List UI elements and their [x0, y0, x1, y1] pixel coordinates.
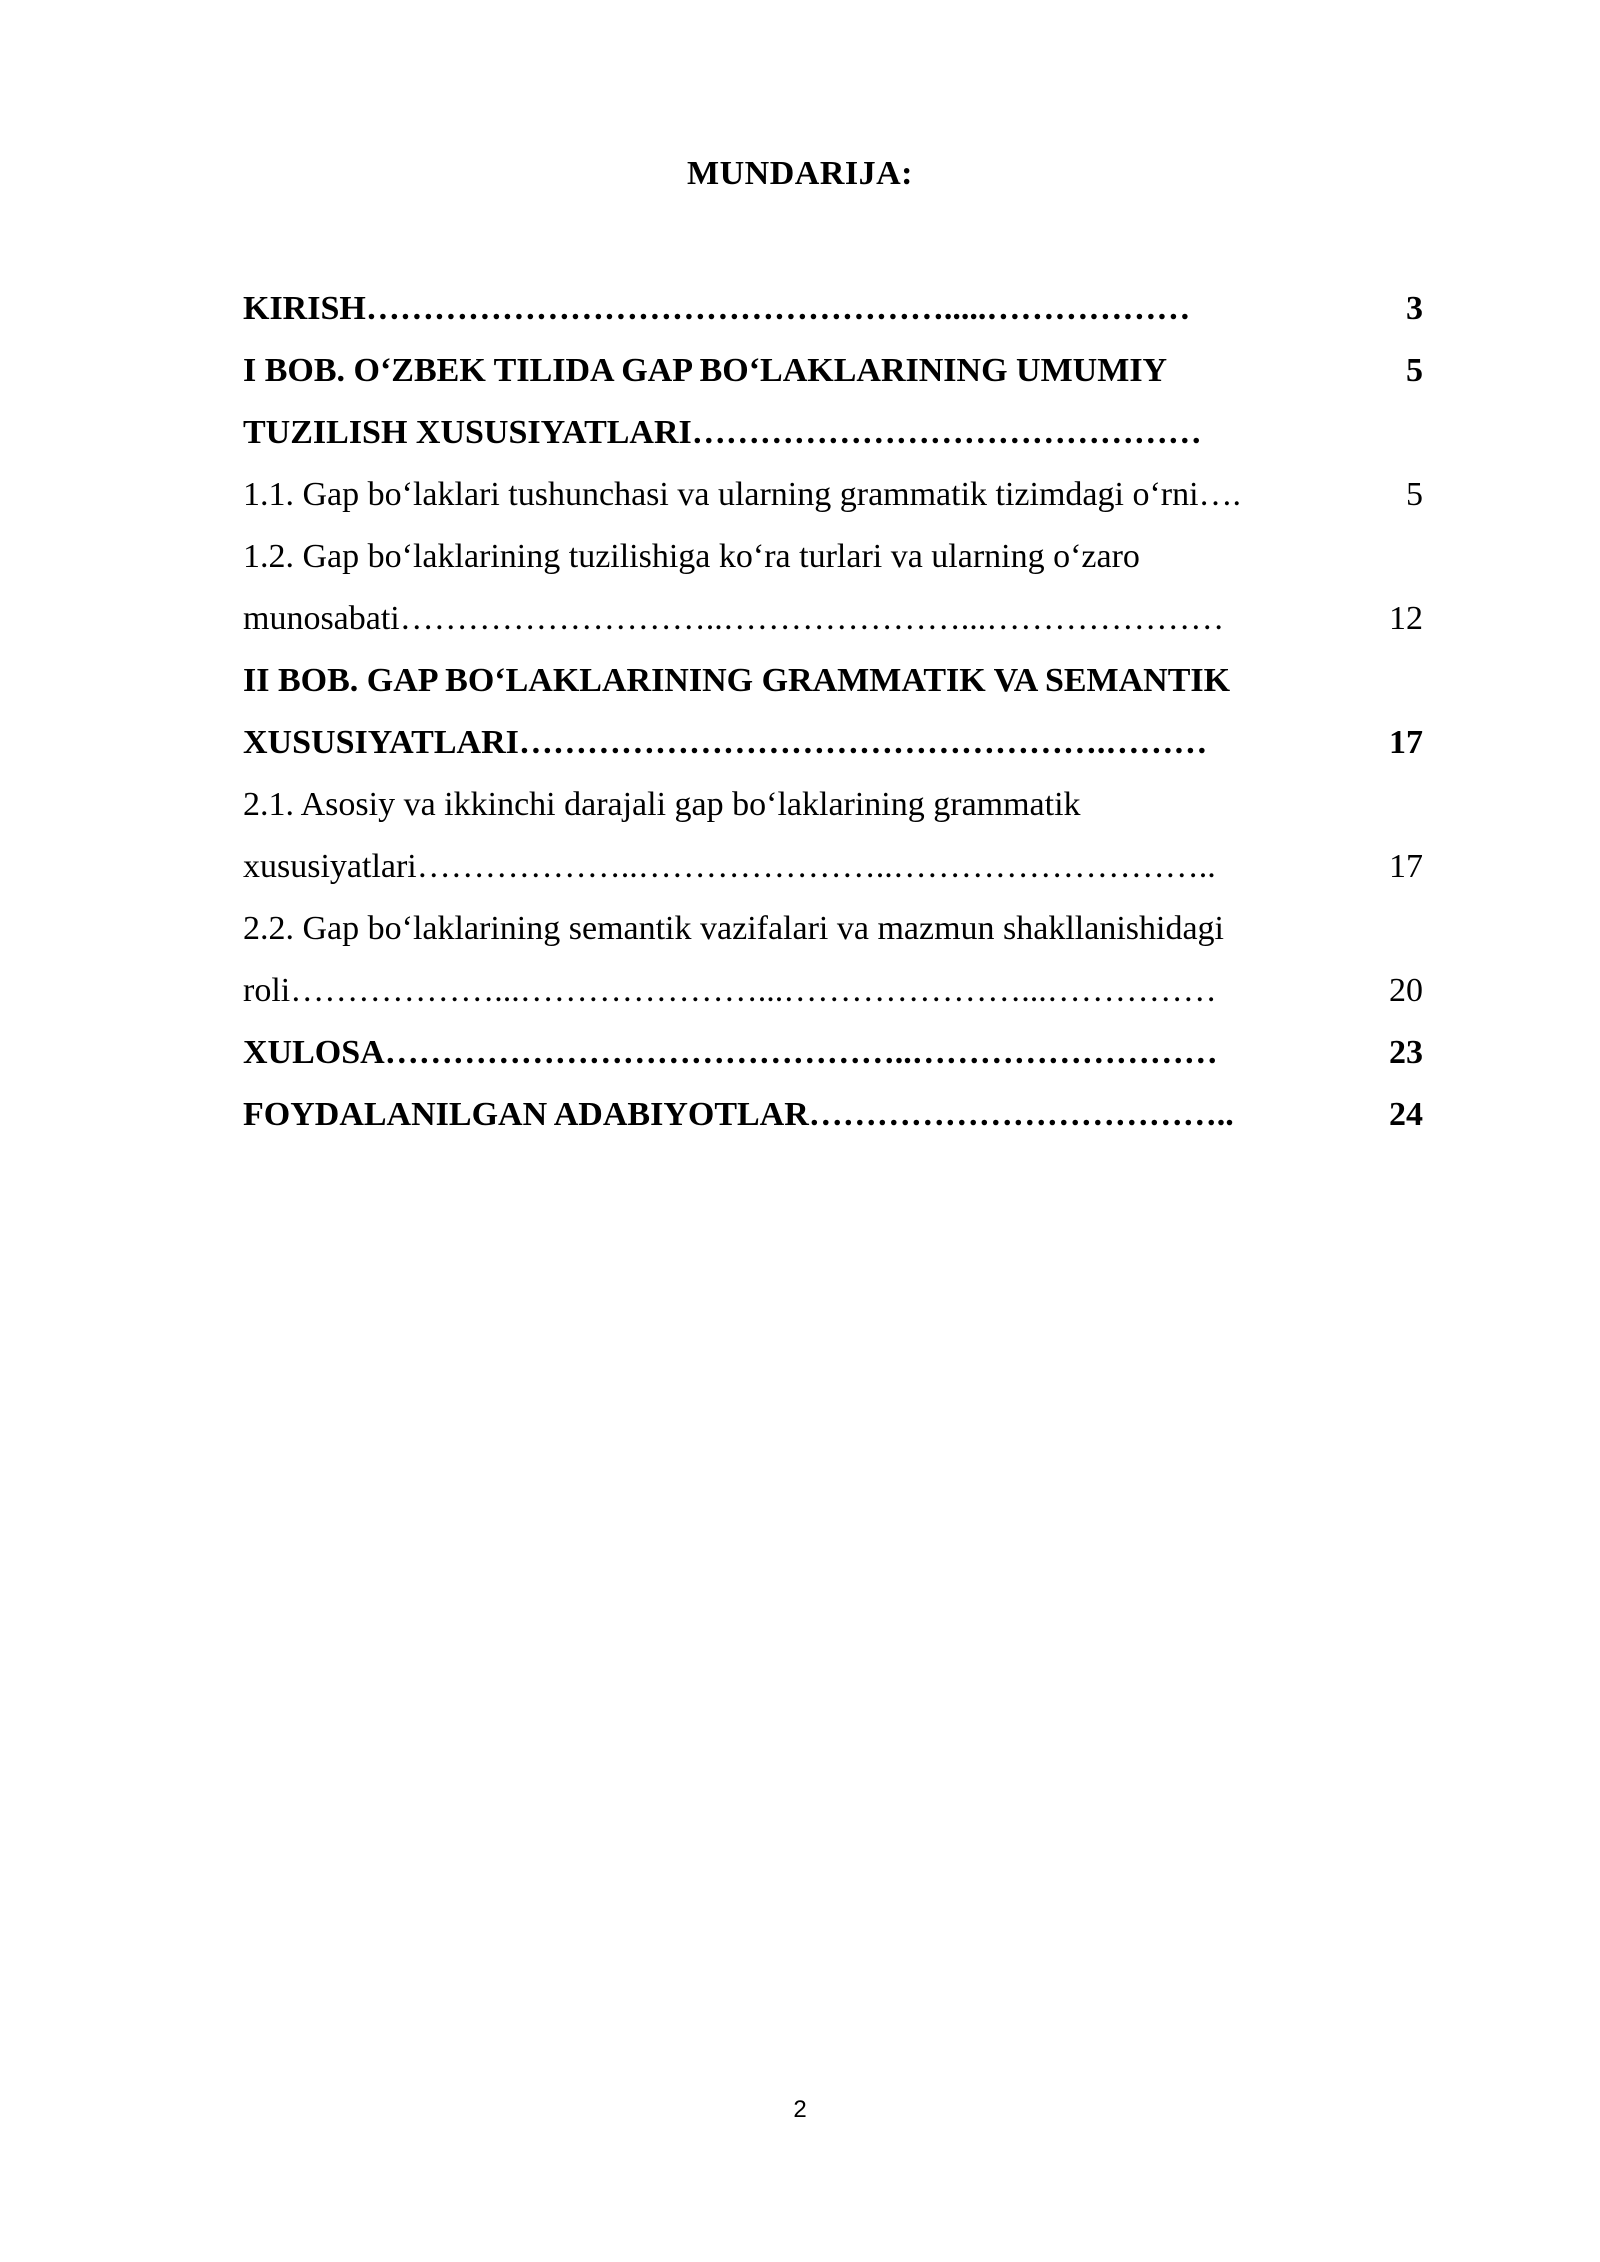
toc-entry-line: munosabati………………………..…………………...………………… — [243, 600, 1225, 637]
toc-entry-line: XUSUSIYATLARI…………………………………………….……… — [243, 724, 1208, 761]
toc-entry-title — [243, 898, 1353, 1022]
toc-entry-references[interactable] — [243, 1084, 1423, 1146]
toc-entry-line: KIRISH…………………………………………….....……………… — [243, 290, 1191, 327]
toc-page-number: 24 — [1389, 1096, 1423, 1133]
toc-entry-title — [243, 1084, 1353, 1146]
toc-entry-title — [243, 1022, 1353, 1084]
toc-entry-line: TUZILISH XUSUSIYATLARI……………………………………… — [243, 414, 1202, 451]
toc-entry-line: FOYDALANILGAN ADABIYOTLAR……………………………….. — [243, 1096, 1234, 1133]
page-title: MUNDARIJA: — [687, 155, 913, 192]
toc-page-number: 20 — [1389, 972, 1423, 1009]
toc-entry-line: 2.2. Gap bo‘laklarining semantik vazifalari va mazmun shakllanishidagi — [243, 910, 1224, 947]
page-number: 2 — [793, 2096, 807, 2123]
toc-entry-line: roli………………...…………………...…………………...…………… — [243, 972, 1217, 1009]
toc-entry-line: xususiyatlari………………..…………………..……………………….. — [243, 848, 1216, 885]
toc-entry-xulosa[interactable] — [243, 1022, 1423, 1084]
toc-page-number: 12 — [1389, 600, 1423, 637]
toc-entry-title — [243, 526, 1353, 650]
toc-entry-title — [243, 278, 1353, 340]
toc-entry-chapter-1[interactable] — [243, 340, 1423, 464]
toc-entry-section-2-2[interactable] — [243, 898, 1423, 1022]
toc-entry-section-1-2[interactable] — [243, 526, 1423, 650]
toc-entry-line: 1.1. Gap bo‘laklari tushunchasi va ularning grammatik tizimdagi o‘rni…. — [243, 476, 1242, 513]
toc-entry-section-1-1[interactable] — [243, 464, 1423, 526]
toc-page-number: 5 — [1406, 476, 1423, 513]
toc-entry-line: II BOB. GAP BO‘LAKLARINING GRAMMATIK VA SEMANTIK — [243, 662, 1231, 699]
toc-entry-line: XULOSA………………………………………..……………………… — [243, 1034, 1218, 1071]
toc-page-number: 17 — [1389, 848, 1423, 885]
toc-entry-title — [243, 340, 1353, 464]
toc-entry-kirish[interactable] — [243, 278, 1423, 340]
toc-entry-line: 1.2. Gap bo‘laklarining tuzilishiga ko‘ra turlari va ularning o‘zaro — [243, 538, 1140, 575]
toc-entry-line: 2.1. Asosiy va ikkinchi darajali gap bo‘laklarining grammatik — [243, 786, 1081, 823]
toc-entry-title — [243, 650, 1353, 774]
toc-page-number: 23 — [1389, 1034, 1423, 1071]
toc-entry-chapter-2[interactable] — [243, 650, 1423, 774]
table-of-contents — [243, 278, 1423, 1146]
toc-entry-line: I BOB. O‘ZBEK TILIDA GAP BO‘LAKLARINING UMUMIY — [243, 352, 1168, 389]
toc-page-number: 17 — [1389, 724, 1423, 761]
toc-entry-title — [243, 774, 1353, 898]
toc-page-number: 3 — [1406, 290, 1423, 327]
toc-page-number: 5 — [1406, 352, 1423, 389]
toc-entry-section-2-1[interactable] — [243, 774, 1423, 898]
toc-entry-title — [243, 464, 1353, 526]
